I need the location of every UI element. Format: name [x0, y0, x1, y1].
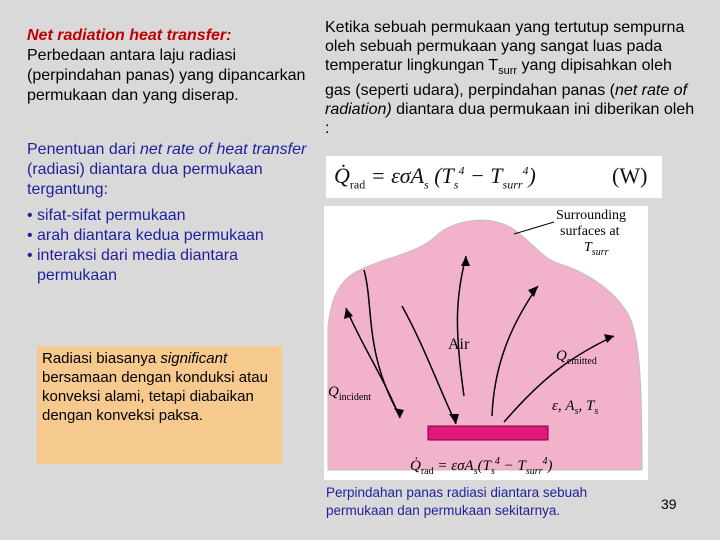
figure-equation: $Q̇_{rad} = \varepsilon\sigma A_s(T_s^4 - T_{surr}^4)$: [410, 456, 553, 477]
radiation-figure: [324, 206, 648, 480]
list-item: • sifat-sifat permukaan: [27, 206, 312, 226]
page-number: 39: [661, 496, 677, 512]
section-title: Net radiation heat transfer:: [27, 27, 232, 44]
q-incident-label: $Q_{incident}$: [328, 384, 372, 403]
label-pointer: [514, 222, 554, 234]
definition-text: Perbedaan antara laju radiasi (perpindahan panas) yang dipancarkan permukaan dan yang diserap.: [27, 47, 306, 104]
note-box: Radiasi biasanya significant bersamaan dengan konduksi atau konveksi alami, tetapi diabaikan dengan konveksi paksa.: [37, 346, 282, 464]
surface-plate: [428, 426, 548, 440]
list-item: • interaksi dari media diantara permukaan: [27, 246, 312, 286]
radiation-equation: $Q̇_{rad} = \varepsilon\sigma A_s$ $(T_s^4 - T_{surr}^4)$: [334, 163, 536, 192]
surface-properties-label: ε, $A_s$, $T_s$: [552, 398, 599, 417]
equation-unit: (W): [612, 163, 648, 188]
air-label: Air: [448, 336, 470, 353]
surrounding-label: Surrounding surfaces at $T_{surr}$: [556, 208, 626, 258]
penentuan-text: Penentuan dari net rate of heat transfer (radiasi) diantara dua permukaan tergantung:: [27, 141, 307, 198]
factor-list: [27, 206, 312, 286]
intro-paragraph: Ketika sebuah permukaan yang tertutup sempurna oleh sebuah permukaan yang sangat luas pada temperatur lingkungan $T_{surr}$ yang dipisahkan oleh gas (seperti udara), perpindahan panas (net rate of radiation) diantara dua permukaan ini diberikan oleh :: [325, 19, 695, 138]
left-column: [27, 26, 312, 106]
equation-box: [326, 156, 662, 198]
figure-caption: Perpindahan panas radiasi diantara sebuah permukaan dan permukaan sekitarnya.: [326, 485, 588, 518]
list-item: • arah diantara kedua permukaan: [27, 226, 312, 246]
q-emitted-label: $Q_{emitted}$: [556, 348, 597, 367]
penentuan-block: [27, 140, 312, 286]
